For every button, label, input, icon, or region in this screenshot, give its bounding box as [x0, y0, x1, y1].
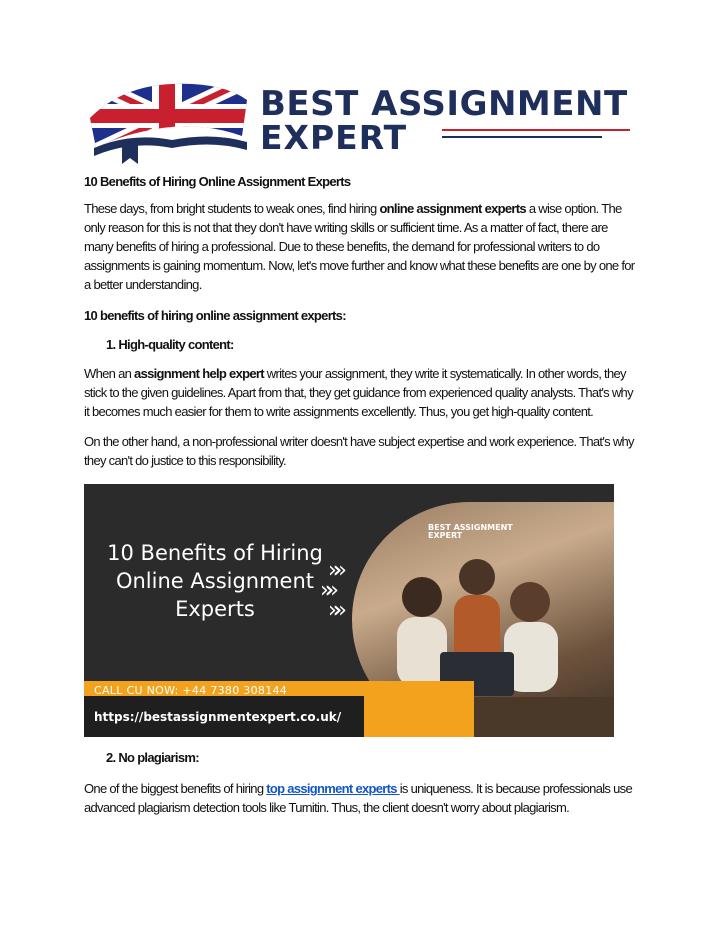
- logo-underline-1: [442, 129, 630, 131]
- banner-phone-text: CALL CU NOW: +44 7380 308144: [94, 684, 288, 697]
- page-title: 10 Benefits of Hiring Online Assignment Experts: [84, 174, 351, 189]
- banner-title-line2: Online Assignment: [115, 569, 315, 593]
- banner-title-line1: 10 Benefits of Hiring: [107, 541, 323, 565]
- item-1-paragraph-2: On the other hand, a non-professional writer doesn't have subject expertise and work experience. That's why they can't do justice to this responsibility.: [84, 434, 634, 468]
- chevron-right-icon: »»: [328, 598, 339, 623]
- item-2-paragraph: [84, 779, 636, 817]
- intro-paragraph: [84, 199, 636, 294]
- logo-text-line1: BEST ASSIGNMENT: [260, 84, 628, 124]
- item-1-text: When an: [84, 366, 135, 381]
- intro-text-cont: a wise option. The only reason for this is not that they don't have writing skills or sufficient time. As a matter of fact, there are many benefits of hiring a professional. Due to these benefits, the demand for professional writers to do assignments is gaining momentum. Now, let's move further and know what these benefits are one by one for a better understanding.: [84, 201, 635, 292]
- section-heading: 10 benefits of hiring online assignment experts:: [84, 308, 346, 323]
- intro-text: These days, from bright students to weak ones, find hiring: [84, 201, 380, 216]
- brand-logo: [82, 78, 638, 168]
- mini-logo-line2: EXPERT: [428, 531, 463, 540]
- promo-banner-image: [84, 484, 614, 737]
- item-2-heading: 2. No plagiarism:: [106, 750, 199, 765]
- logo-underline-2: [442, 136, 602, 138]
- chevron-right-icon: »»: [328, 558, 339, 583]
- banner-mini-logo: [428, 524, 513, 540]
- banner-url-text: https://bestassignmentexpert.co.uk/: [94, 710, 342, 724]
- logo-text-line2: EXPERT: [260, 118, 408, 157]
- banner-title-line3: Experts: [175, 597, 255, 621]
- chevron-right-icon: »»: [320, 578, 331, 603]
- item-1-paragraph-1: [84, 364, 636, 421]
- banner-title: [84, 539, 346, 623]
- item-2-text-cont: is uniqueness. It is because professionals use advanced plagiarism detection tools like Turnitin. Thus, the client doesn't worry about plagiarism.: [84, 781, 633, 815]
- item-2-text: One of the biggest benefits of hiring: [84, 781, 267, 796]
- item-1-text-cont: writes your assignment, they write it systematically. In other words, they stick to the given guidelines. Apart from that, they get guidance from experienced quality analysts. That's why it becomes much easier for them to write assignments excellently. Thus, you get high-quality content.: [84, 366, 633, 419]
- intro-bold-text: online assignment experts: [379, 201, 526, 216]
- item-1-bold-text: assignment help expert: [134, 366, 264, 381]
- item-1-heading: 1. High-quality content:: [106, 337, 234, 352]
- mini-logo-line1: BEST ASSIGNMENT: [428, 523, 513, 532]
- top-assignment-experts-link[interactable]: top assignment experts: [266, 781, 400, 796]
- union-jack-book-icon: [82, 78, 252, 168]
